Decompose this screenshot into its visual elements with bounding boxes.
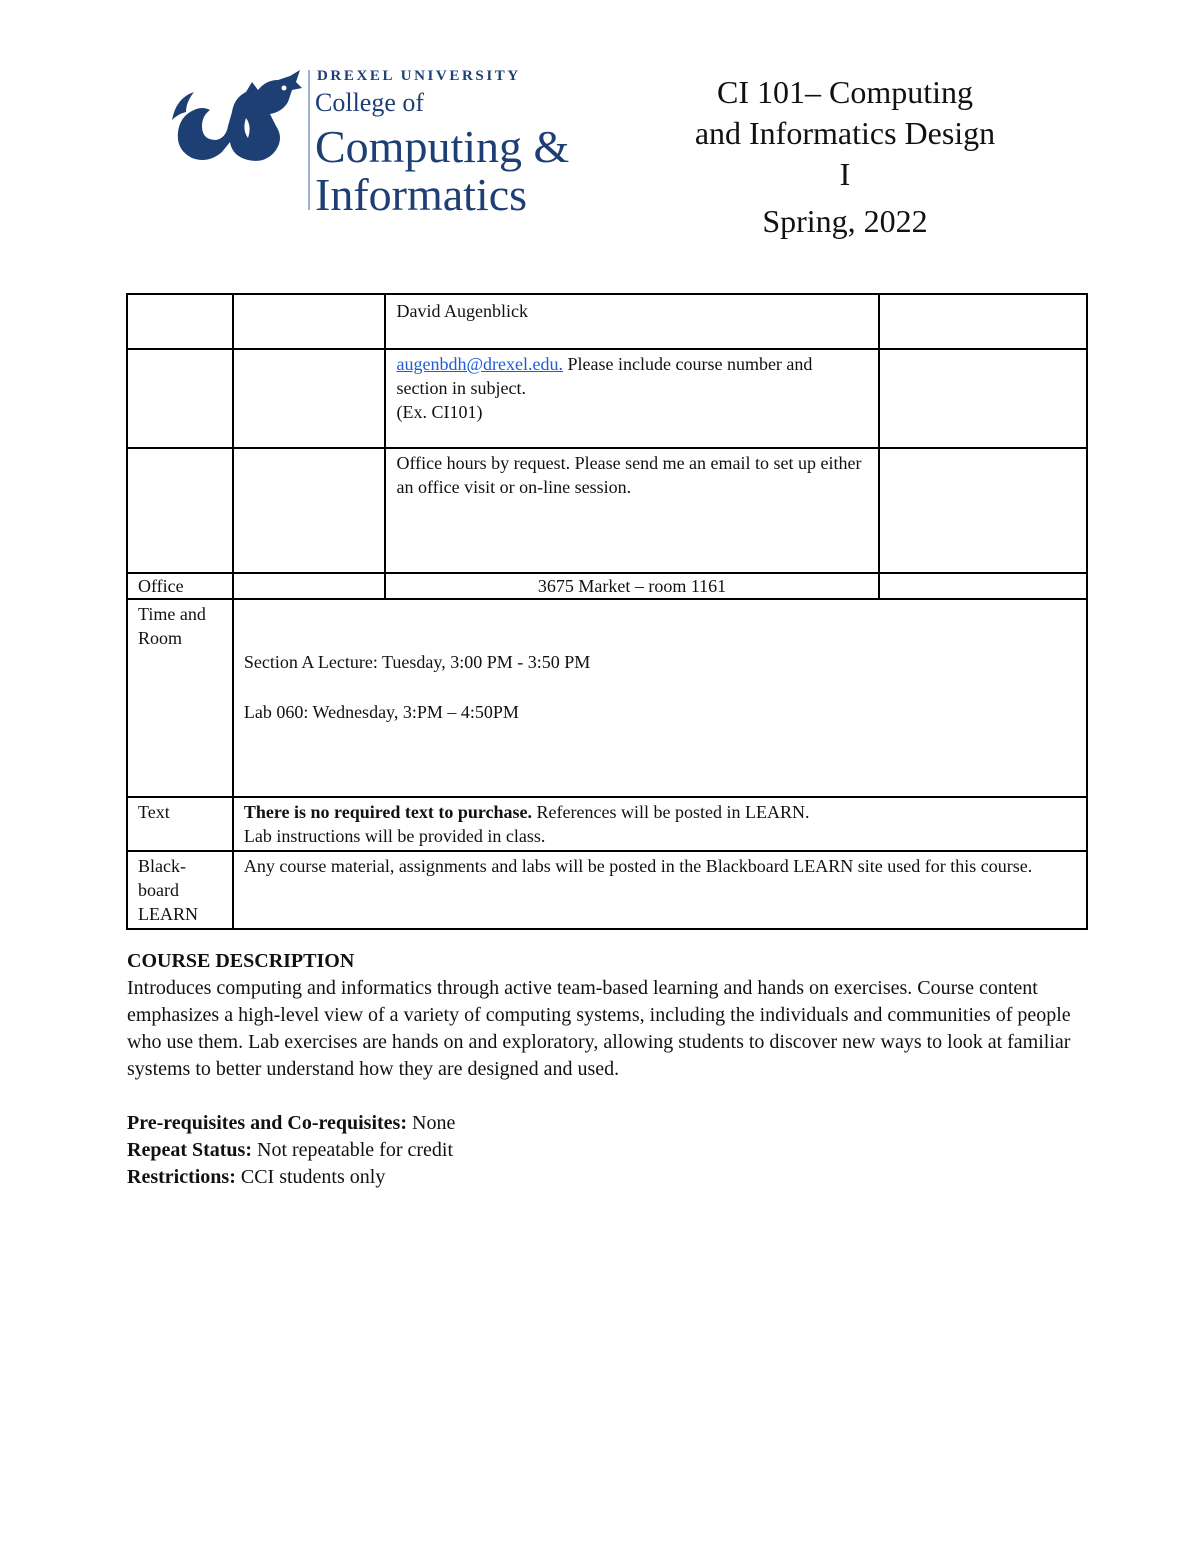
requirements <box>127 1110 1087 1191</box>
text-cell <box>233 797 1087 851</box>
table-row <box>127 448 1087 573</box>
semester: Spring, 2022 <box>762 203 928 239</box>
course-title <box>660 72 1030 242</box>
table-row <box>127 349 1087 448</box>
instructor-name: David Augenblick <box>385 294 878 349</box>
office-value: 3675 Market – room 1161 <box>385 573 878 599</box>
restrictions-value: CCI students only <box>235 1166 386 1188</box>
repeat-status-value: Not repeatable for credit <box>252 1139 454 1161</box>
course-title-line-1: CI 101– Computing <box>716 74 973 110</box>
email-example: (Ex. CI101) <box>396 402 483 422</box>
dragon-icon <box>172 68 304 168</box>
email-link[interactable]: augenbdh@drexel.edu. <box>396 354 563 374</box>
table-row <box>127 599 1087 797</box>
course-description-text: Introduces computing and informatics through active team-based learning and hands on exercises. Course content emphasizes a high-level view of a variety of computing systems, including the individuals and communities of people who use them. Lab exercises are hands on and exploratory, allowing students to discover new ways to look at familiar systems to better understand how they are designed and used. <box>127 977 1071 1080</box>
office-hours: Office hours by request. Please send me an email to set up either an office visit or on-line session. <box>385 448 878 573</box>
text-lab-instructions: Lab instructions will be provided in class. <box>243 826 546 846</box>
office-label: Office <box>127 573 233 599</box>
repeat-status-label: Repeat Status: <box>127 1139 252 1161</box>
text-label: Text <box>127 797 233 851</box>
course-description-heading: COURSE DESCRIPTION <box>127 950 355 972</box>
college-line-3: Informatics <box>315 169 528 220</box>
text-references: References will be posted in LEARN. <box>532 802 810 822</box>
table-row <box>127 797 1087 851</box>
course-info-table <box>126 293 1088 930</box>
college-line-2: Computing & <box>315 121 570 172</box>
college-line-1: College of <box>315 88 425 117</box>
section-a-schedule: Section A Lecture: Tuesday, 3:00 PM - 3:50 PM <box>243 652 591 672</box>
university-name: DREXEL UNIVERSITY <box>317 68 521 84</box>
table-row <box>127 851 1087 929</box>
text-required-note: There is no required text to purchase. <box>243 802 533 822</box>
prerequisites-value: None <box>407 1112 456 1134</box>
time-room-label: Time and Room <box>127 599 233 797</box>
blackboard-cell: Any course material, assignments and labs will be posted in the Blackboard LEARN site used for this course. <box>233 851 1087 929</box>
email-note: Please include course number and section in subject. <box>396 354 813 398</box>
logo-divider <box>308 70 310 210</box>
schedule-cell <box>233 599 1087 797</box>
course-title-line-2: and Informatics Design <box>694 115 996 151</box>
repeat-status <box>127 1137 1087 1164</box>
college-logo <box>172 66 592 220</box>
course-description-section <box>127 948 1087 1191</box>
restrictions <box>127 1164 1087 1191</box>
prerequisites-label: Pre-requisites and Co-requisites: <box>127 1112 407 1134</box>
course-title-line-3: I <box>839 156 851 192</box>
lab-schedule: Lab 060: Wednesday, 3:PM – 4:50PM <box>243 702 519 722</box>
email-cell <box>385 349 878 448</box>
table-row <box>127 573 1087 599</box>
restrictions-label: Restrictions: <box>127 1166 236 1188</box>
prerequisites <box>127 1110 1087 1137</box>
table-row <box>127 294 1087 349</box>
blackboard-label: Black-board LEARN <box>127 851 233 929</box>
